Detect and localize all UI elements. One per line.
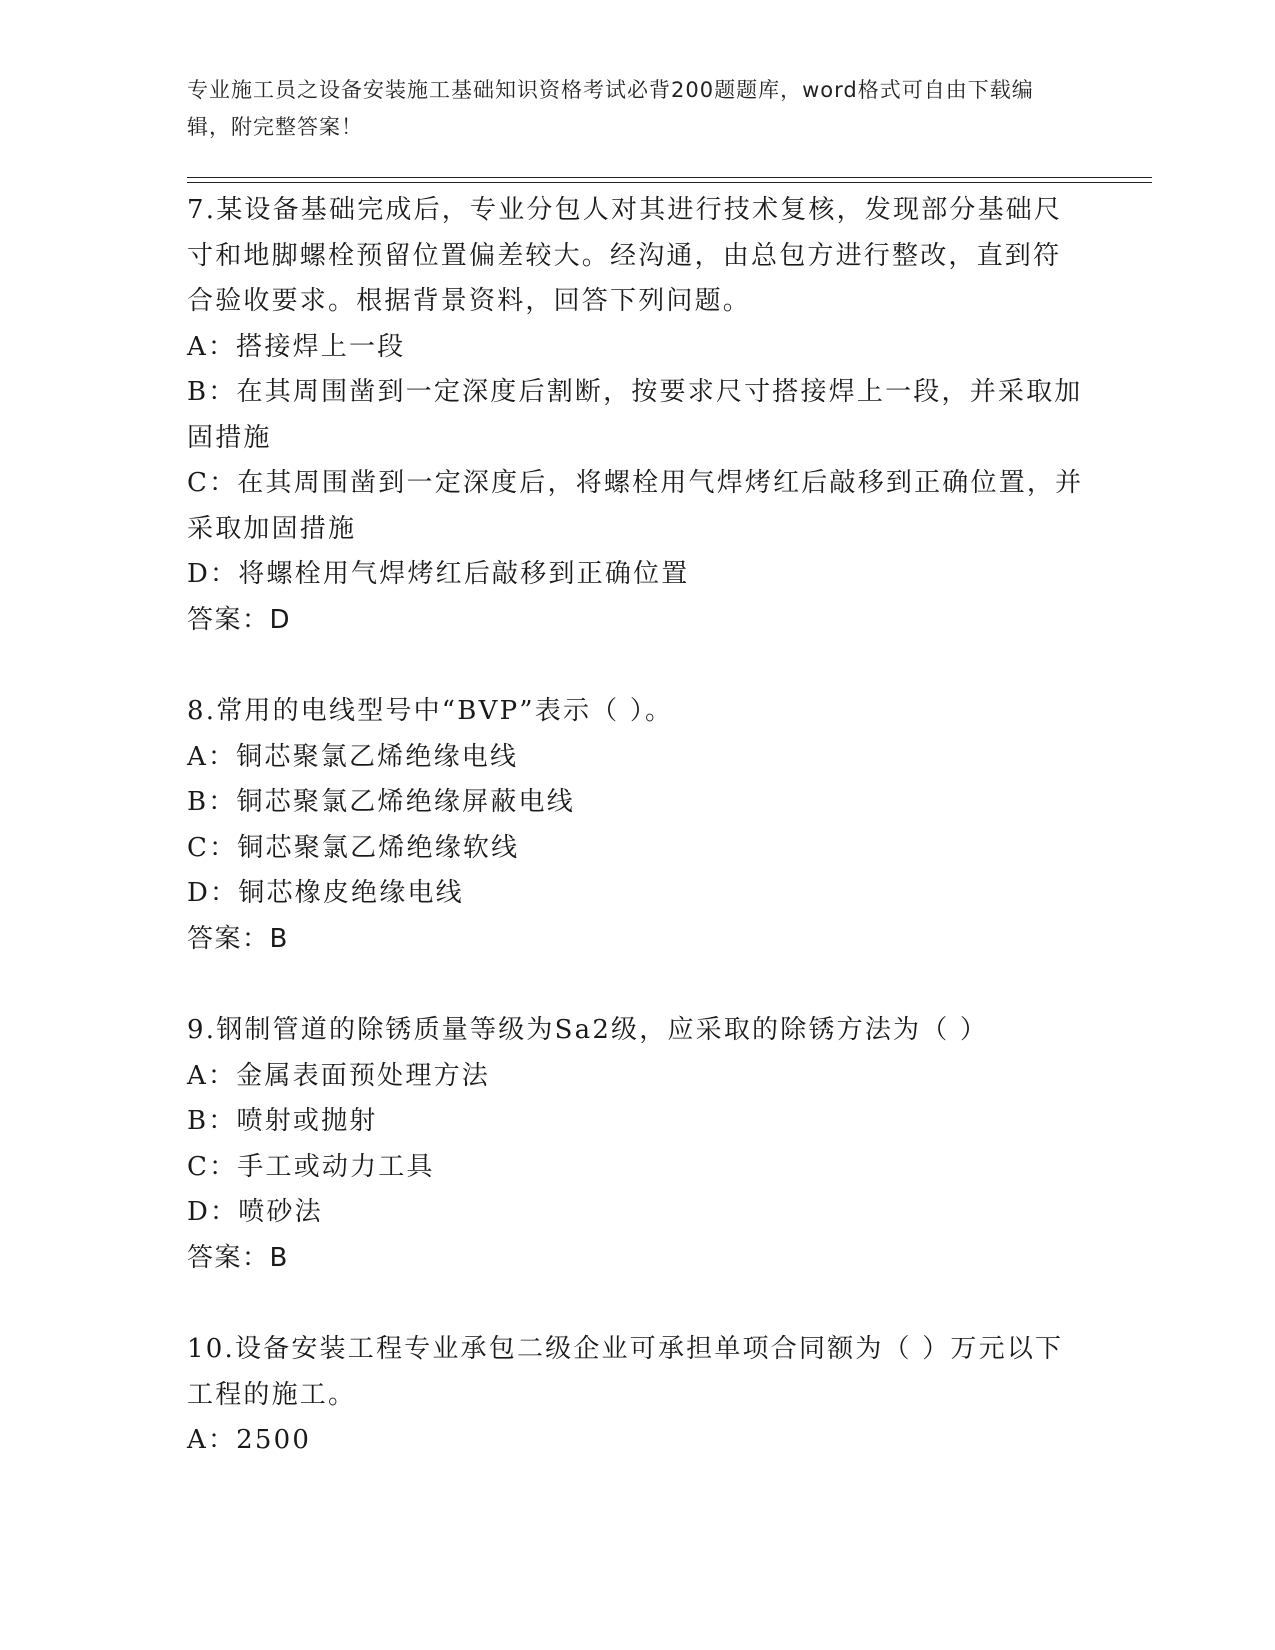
question-stem: 7.某设备基础完成后，专业分包人对其进行技术复核，发现部分基础尺寸和地脚螺栓预留位置偏差较大。经沟通，由总包方进行整改，直到符合验收要求。根据背景资料，回答下列问题。 — [187, 195, 1063, 316]
question-9 — [187, 1008, 1087, 1281]
question-list — [187, 188, 1087, 1510]
option-c: C：在其周围凿到一定深度后，将螺栓用气焊烤红后敲移到正确位置，并采取加固措施 — [187, 468, 1084, 544]
question-8 — [187, 689, 1087, 962]
option-d: D：铜芯橡皮绝缘电线 — [187, 878, 464, 908]
question-10 — [187, 1327, 1087, 1464]
option-b: B：在其周围凿到一定深度后割断，按要求尺寸搭接焊上一段，并采取加固措施 — [187, 377, 1083, 453]
question-stem: 8.常用的电线型号中“BVP”表示（ ）。 — [187, 696, 674, 726]
option-d: D：将螺栓用气焊烤红后敲移到正确位置 — [187, 559, 690, 589]
option-c: C：铜芯聚氯乙烯绝缘软线 — [187, 832, 520, 863]
option-d: D：喷砂法 — [187, 1197, 323, 1227]
header-rule-bottom — [187, 182, 1152, 183]
option-a: A：铜芯聚氯乙烯绝缘电线 — [187, 741, 519, 772]
option-b: B：铜芯聚氯乙烯绝缘屏蔽电线 — [187, 787, 575, 817]
option-a: A：2500 — [187, 1425, 312, 1455]
option-b: B：喷射或抛射 — [187, 1106, 378, 1136]
option-a: A：金属表面预处理方法 — [187, 1060, 490, 1091]
header-rule-top — [187, 177, 1152, 178]
question-7 — [187, 188, 1087, 643]
option-c: C：手工或动力工具 — [187, 1151, 435, 1182]
question-stem: 9.钢制管道的除锈质量等级为Sa2级，应采取的除锈方法为（ ） — [187, 1015, 989, 1045]
answer: 答案：D — [187, 604, 292, 635]
answer: 答案：B — [187, 923, 289, 954]
document-header: 专业施工员之设备安装施工基础知识资格考试必背200题题库，word格式可自由下载编辑，附完整答案！ — [187, 78, 1034, 139]
option-a: A：搭接焊上一段 — [187, 331, 406, 362]
answer: 答案：B — [187, 1242, 289, 1273]
question-stem: 10.设备安装工程专业承包二级企业可承担单项合同额为（ ）万元以下工程的施工。 — [187, 1334, 1064, 1410]
